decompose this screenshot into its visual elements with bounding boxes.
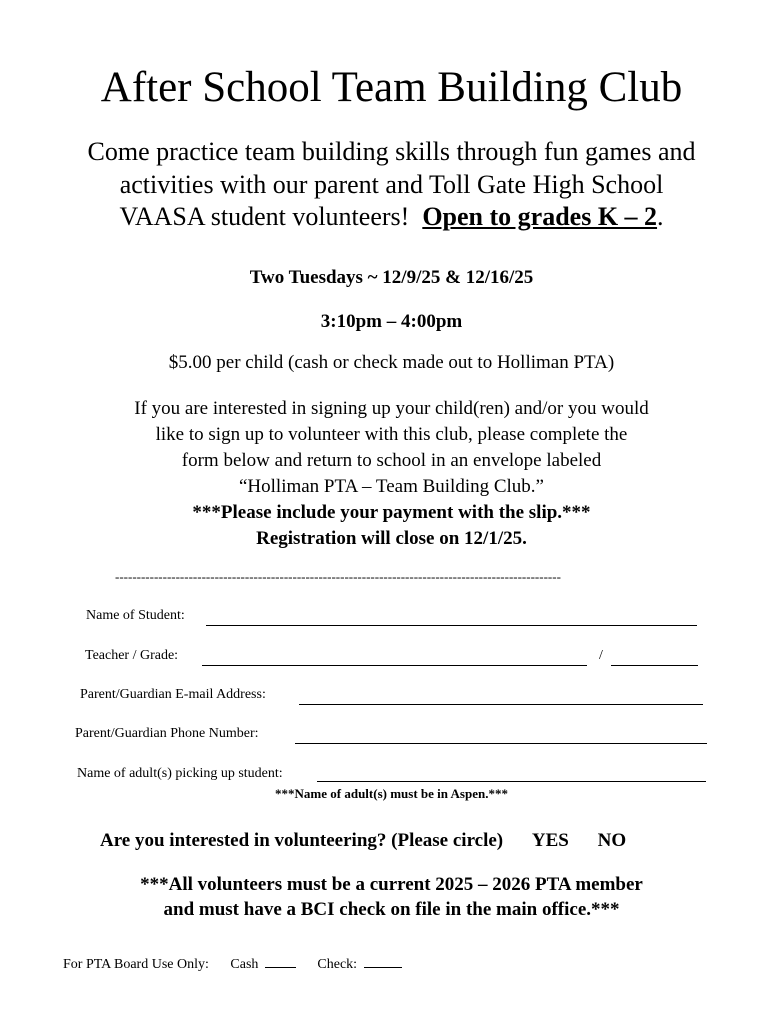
- grade-field[interactable]: [611, 650, 698, 666]
- teacher-grade-row: [85, 648, 178, 664]
- student-name-label: Name of Student:: [86, 608, 185, 623]
- cut-line-divider: -------------------------------------------------------------------------------------------------------: [115, 569, 561, 584]
- instructions-line-4: “Holliman PTA – Team Building Club.”: [238, 476, 544, 497]
- intro-line-3-text: VAASA student volunteers!: [119, 202, 410, 231]
- teacher-field[interactable]: [202, 650, 587, 666]
- check-label: Check:: [317, 957, 358, 972]
- intro-line-3-period: .: [657, 202, 664, 231]
- volunteer-note-line-1: ***All volunteers must be a current 2025 – 2026 PTA member: [140, 874, 643, 895]
- check-blank[interactable]: [364, 966, 402, 968]
- intro-line-1: Come practice team building skills through fun games and: [87, 137, 696, 166]
- intro-line-3: [40, 201, 743, 234]
- email-row: [80, 687, 266, 703]
- pickup-note: ***Name of adult(s) must be in Aspen.***: [275, 786, 508, 801]
- teacher-grade-label: Teacher / Grade:: [85, 648, 179, 663]
- volunteer-note-line-2: and must have a BCI check on file in the main office.***: [163, 899, 620, 920]
- cash-blank[interactable]: [265, 966, 296, 968]
- phone-row: [75, 726, 259, 742]
- intro-line-2: activities with our parent and Toll Gate High School: [119, 169, 664, 199]
- volunteer-question-row: [100, 830, 626, 852]
- instructions-paragraph: [60, 396, 723, 552]
- intro-paragraph: [40, 136, 743, 234]
- instructions-line-3: form below and return to school in an envelope labeled: [181, 450, 602, 471]
- student-name-row: [86, 608, 185, 624]
- flyer-title: After School Team Building Club: [100, 64, 683, 111]
- volunteer-requirements: [0, 872, 783, 922]
- payment-note: ***Please include your payment with the slip.***: [192, 502, 591, 523]
- phone-label: Parent/Guardian Phone Number:: [75, 726, 259, 741]
- pickup-label: Name of adult(s) picking up student:: [77, 766, 283, 781]
- cash-label: Cash: [230, 957, 259, 972]
- pickup-field[interactable]: [317, 766, 706, 782]
- pickup-row: [77, 766, 283, 782]
- grades-callout: Open to grades K – 2: [422, 202, 658, 231]
- pta-use-row: [63, 957, 402, 973]
- volunteer-question: Are you interested in volunteering? (Please circle): [100, 830, 504, 851]
- teacher-grade-separator: /: [599, 648, 603, 663]
- session-dates: Two Tuesdays ~ 12/9/25 & 12/16/25: [249, 267, 534, 288]
- session-times: 3:10pm – 4:00pm: [320, 311, 463, 332]
- student-name-field[interactable]: [206, 610, 697, 626]
- registration-deadline: Registration will close on 12/1/25.: [256, 528, 527, 549]
- volunteer-yes-option[interactable]: YES: [531, 830, 569, 851]
- email-label: Parent/Guardian E-mail Address:: [80, 687, 266, 702]
- pta-use-label: For PTA Board Use Only:: [63, 957, 209, 972]
- instructions-line-2: like to sign up to volunteer with this club, please complete the: [155, 424, 628, 445]
- price-info: $5.00 per child (cash or check made out to Holliman PTA): [168, 352, 615, 373]
- phone-field[interactable]: [295, 728, 707, 744]
- email-field[interactable]: [299, 689, 703, 705]
- volunteer-no-option[interactable]: NO: [597, 830, 627, 851]
- instructions-line-1: If you are interested in signing up your child(ren) and/or you would: [134, 398, 649, 419]
